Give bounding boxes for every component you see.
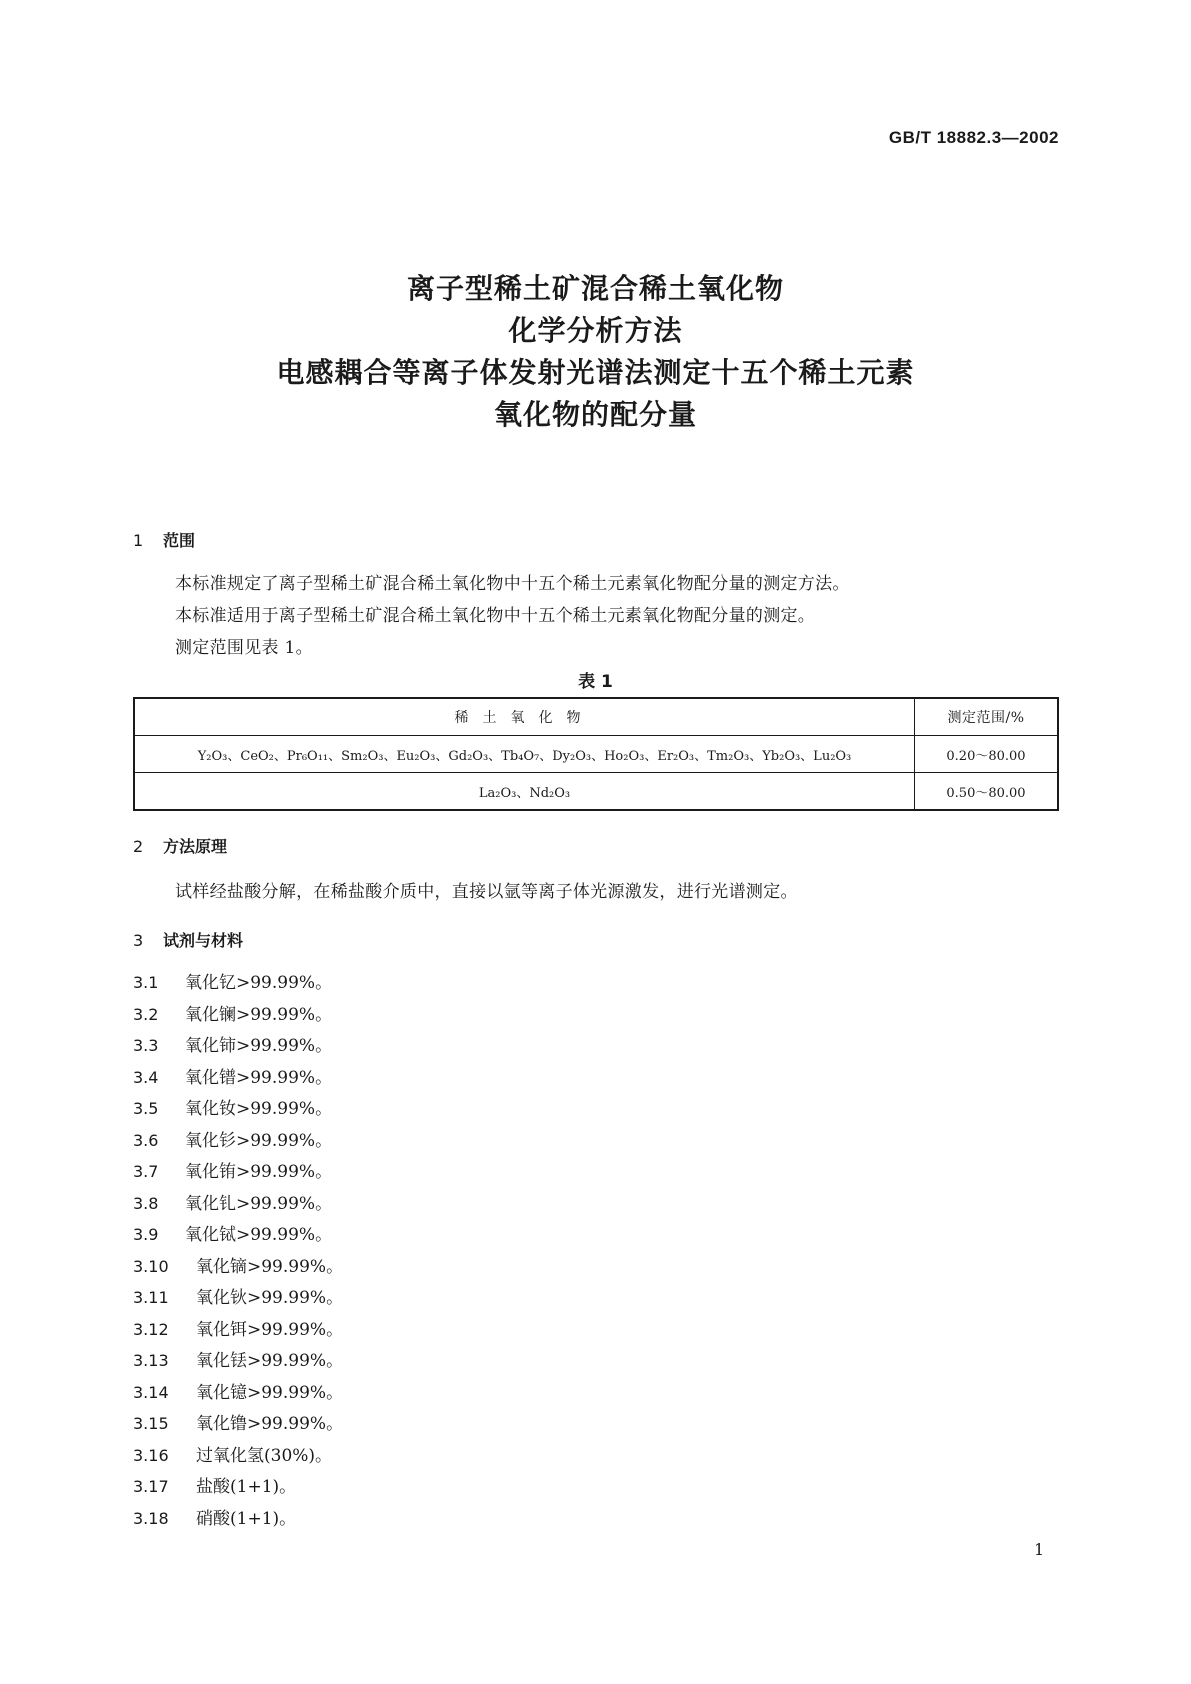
item-number: 3.6 bbox=[133, 1130, 159, 1150]
item-number: 3.18 bbox=[133, 1508, 169, 1528]
item-number: 3.13 bbox=[133, 1351, 169, 1370]
document-title bbox=[0, 268, 1191, 436]
item-number: 3.11 bbox=[133, 1288, 169, 1307]
item-number: 3.17 bbox=[133, 1477, 169, 1496]
list-item bbox=[133, 1408, 343, 1440]
item-text: 氧化钐>99.99%。 bbox=[185, 1130, 333, 1151]
list-item bbox=[133, 1062, 343, 1094]
section-number: 1 bbox=[133, 531, 144, 550]
table-header-cell: 稀土氧化物 bbox=[134, 698, 915, 736]
item-number: 3.5 bbox=[133, 1099, 159, 1118]
item-text: 氧化镝>99.99%。 bbox=[196, 1256, 344, 1277]
item-text: 氧化铒>99.99%。 bbox=[196, 1319, 344, 1340]
list-item bbox=[133, 1251, 343, 1283]
item-text: 氧化镧>99.99%。 bbox=[185, 1004, 333, 1025]
measurement-range-table bbox=[133, 697, 1059, 811]
table-row bbox=[134, 736, 1058, 773]
item-number: 3.9 bbox=[133, 1225, 159, 1244]
item-text: 氧化钇>99.99%。 bbox=[185, 973, 333, 993]
paragraph: 本标准规定了离子型稀土矿混合稀土氧化物中十五个稀土元素氧化物配分量的测定方法。 bbox=[175, 574, 850, 594]
section-1-body bbox=[175, 568, 850, 664]
table-cell: 0.20～80.00 bbox=[915, 736, 1059, 773]
standard-code: GB/T 18882.3—2002 bbox=[888, 128, 1059, 147]
item-number: 3.3 bbox=[133, 1036, 159, 1055]
item-number: 3.12 bbox=[133, 1319, 169, 1339]
item-text: 氧化镱>99.99%。 bbox=[196, 1382, 344, 1403]
section-number: 3 bbox=[133, 931, 144, 950]
list-item bbox=[133, 1440, 343, 1472]
section-title: 方法原理 bbox=[163, 837, 228, 856]
section-3-heading bbox=[133, 928, 243, 951]
item-number: 3.8 bbox=[133, 1193, 159, 1213]
table-row bbox=[134, 773, 1058, 811]
item-number: 3.15 bbox=[133, 1414, 169, 1433]
item-text: 过氧化氢(30%)。 bbox=[196, 1445, 333, 1466]
list-item bbox=[133, 1188, 343, 1220]
title-line-2: 化学分析方法 bbox=[508, 314, 683, 347]
item-number: 3.10 bbox=[133, 1256, 169, 1276]
list-item bbox=[133, 1377, 343, 1409]
list-item bbox=[133, 1219, 343, 1251]
item-number: 3.16 bbox=[133, 1445, 169, 1465]
title-line-3: 电感耦合等离子体发射光谱法测定十五个稀土元素 bbox=[276, 356, 915, 389]
list-item bbox=[133, 1030, 343, 1062]
item-text: 氧化铕>99.99%。 bbox=[185, 1162, 333, 1182]
item-text: 氧化铥>99.99%。 bbox=[196, 1351, 344, 1371]
list-item bbox=[133, 1471, 343, 1503]
item-number: 3.1 bbox=[133, 973, 159, 992]
item-number: 3.7 bbox=[133, 1162, 159, 1181]
paragraph: 测定范围见表 1。 bbox=[175, 638, 313, 658]
table-caption: 表 1 bbox=[578, 672, 613, 692]
item-text: 硝酸(1+1)。 bbox=[196, 1508, 297, 1529]
item-text: 氧化钬>99.99%。 bbox=[196, 1288, 344, 1308]
list-item bbox=[133, 967, 343, 999]
table-header-row bbox=[134, 698, 1058, 736]
list-item bbox=[133, 1314, 343, 1346]
item-text: 氧化铈>99.99%。 bbox=[185, 1036, 333, 1056]
list-item bbox=[133, 999, 343, 1031]
table-cell: La₂O₃、Nd₂O₃ bbox=[134, 773, 915, 811]
list-item bbox=[133, 1125, 343, 1157]
item-text: 氧化镨>99.99%。 bbox=[185, 1067, 333, 1088]
list-item bbox=[133, 1503, 343, 1535]
item-number: 3.2 bbox=[133, 1004, 159, 1024]
paragraph: 本标准适用于离子型稀土矿混合稀土氧化物中十五个稀土元素氧化物配分量的测定。 bbox=[175, 606, 816, 626]
item-text: 氧化铽>99.99%。 bbox=[185, 1225, 333, 1245]
table-cell: Y₂O₃、CeO₂、Pr₆O₁₁、Sm₂O₃、Eu₂O₃、Gd₂O₃、Tb₄O₇、Dy₂O₃、Ho₂O₃、Er₂O₃、Tm₂O₃、Yb₂O₃、Lu₂O₃ bbox=[134, 736, 915, 773]
page-number: 1 bbox=[1034, 1540, 1045, 1559]
item-text: 氧化镥>99.99%。 bbox=[196, 1414, 344, 1434]
item-text: 盐酸(1+1)。 bbox=[196, 1477, 297, 1497]
section-2-paragraph: 试样经盐酸分解，在稀盐酸介质中，直接以氩等离子体光源激发，进行光谱测定。 bbox=[175, 882, 798, 902]
table-header-cell: 测定范围/% bbox=[915, 698, 1059, 736]
section-title: 范围 bbox=[163, 531, 196, 550]
item-text: 氧化钕>99.99%。 bbox=[185, 1099, 333, 1119]
section-2-heading bbox=[133, 834, 227, 857]
item-number: 3.4 bbox=[133, 1067, 159, 1087]
list-item bbox=[133, 1345, 343, 1377]
item-text: 氧化钆>99.99%。 bbox=[185, 1193, 333, 1214]
reagent-list bbox=[133, 967, 343, 1534]
list-item bbox=[133, 1282, 343, 1314]
section-1-heading bbox=[133, 528, 195, 551]
title-line-4: 氧化物的配分量 bbox=[493, 398, 697, 431]
item-number: 3.14 bbox=[133, 1382, 169, 1402]
table-cell: 0.50～80.00 bbox=[915, 773, 1059, 811]
list-item bbox=[133, 1093, 343, 1125]
section-number: 2 bbox=[133, 837, 144, 856]
section-title: 试剂与材料 bbox=[163, 931, 244, 950]
list-item bbox=[133, 1156, 343, 1188]
title-line-1: 离子型稀土矿混合稀土氧化物 bbox=[406, 272, 784, 305]
